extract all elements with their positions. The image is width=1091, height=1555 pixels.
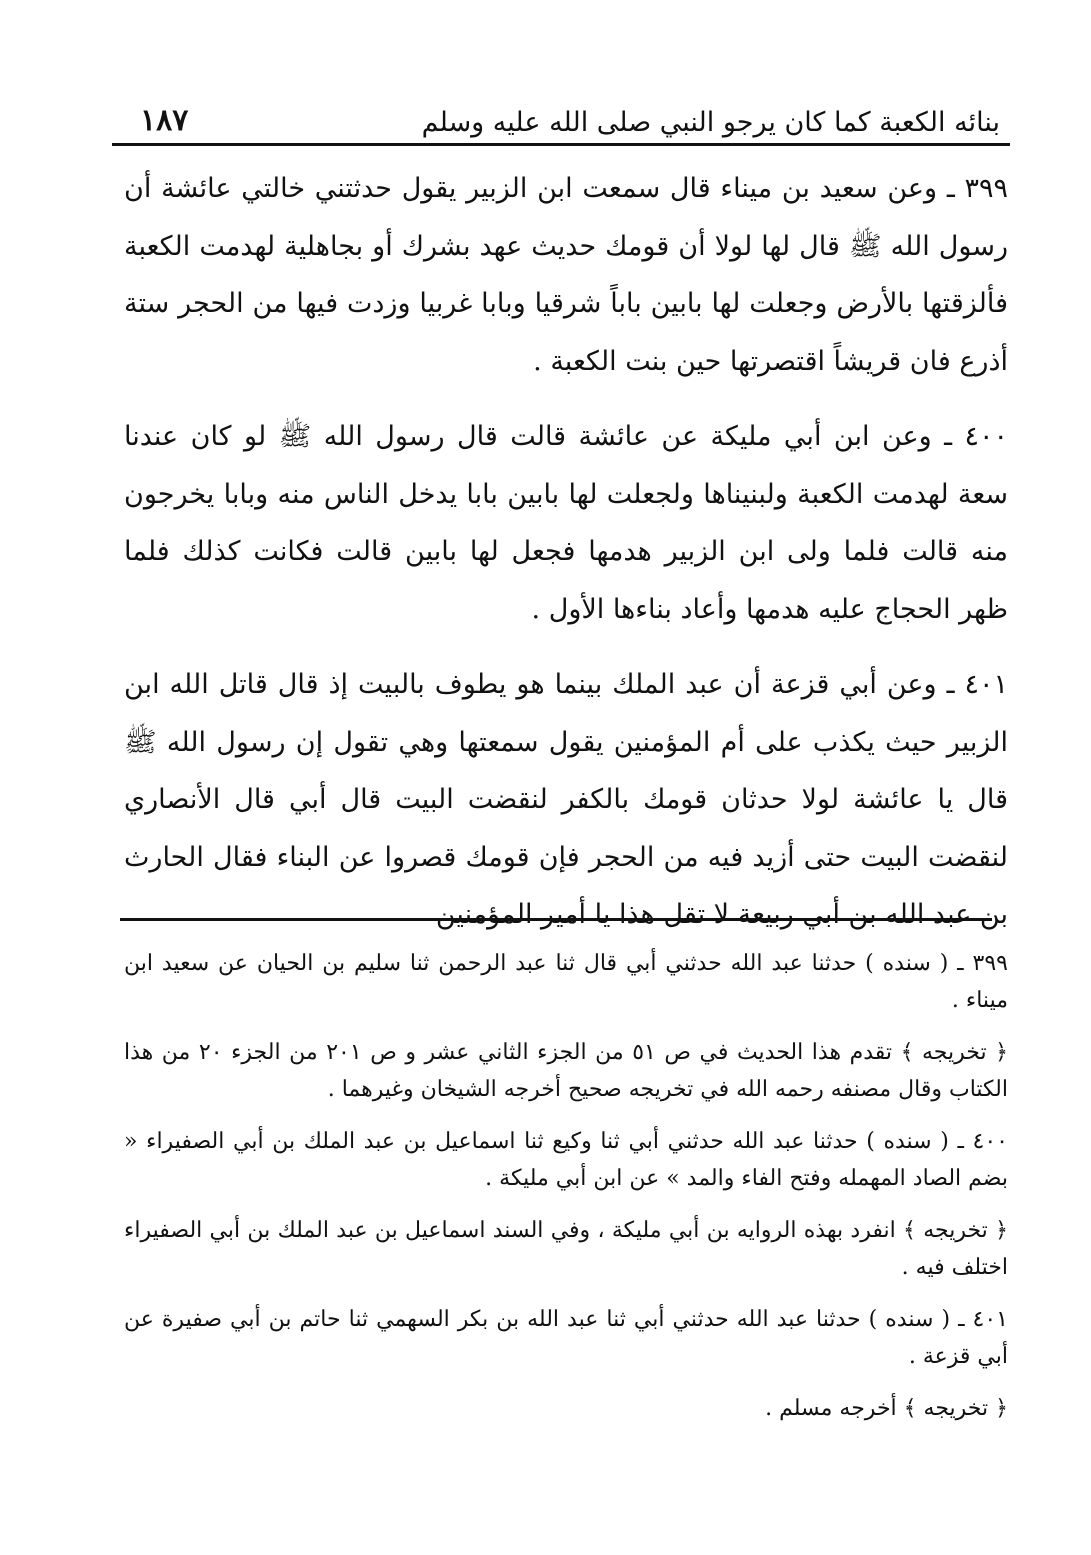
- footnote-399-takhrij: ﴿ تخريجه ﴾ تقدم هذا الحديث في ص ٥١ من الجزء الثاني عشر و ص ٢٠١ من الجزء ٢٠ من هذا الكتاب وقال مصنفه رحمه الله في تخريجه صحيح أخرجه الشيخان وغيرهما .: [124, 1040, 1009, 1102]
- hadith-400: ٤٠٠ ـ وعن ابن أبي مليكة عن عائشة قالت قال رسول الله ﷺ لو كان عندنا سعة لهدمت الكعبة ولبنيناها ولجعلت لها بابين بابا يدخل الناس منه وبابا يخرجون منه قالت فلما ولى ابن الزبير هدمها فجعل لها بابين قالت فكانت كذلك فلما ظهر الحجاج عليه هدمها وأعاد بناءها الأول .: [124, 421, 1008, 625]
- footnote-400-sanad: ٤٠٠ ـ ( سنده ) حدثنا عبد الله حدثني أبي ثنا وكيع ثنا اسماعيل بن عبد الملك بن أبي الصفيراء « بضم الصاد المهمله وفتح الفاء والمد » عن ابن أبي مليكة .: [124, 1129, 1008, 1191]
- hadith-401: ٤٠١ ـ وعن أبي قزعة أن عبد الملك بينما هو يطوف بالبيت إذ قال قاتل الله ابن الزبير حيث يكذب على أم المؤمنين يقول سمعتها وهي تقول إن رسول الله ﷺ قال يا عائشة لولا حدثان قومك بالكفر لنقضت البيت قال أبي قال الأنصاري لنقضت البيت حتى أزيد فيه من الحجر فإن قومك قصروا عن البناء فقال الحارث بن عبد الله بن أبي ربيعة لا تقل هذا يا أمير المؤمنين: [124, 669, 1008, 930]
- footnote-401-sanad: ٤٠١ ـ ( سنده ) حدثنا عبد الله حدثني أبي ثنا عبد الله بن بكر السهمي ثنا حاتم بن أبي صفيرة عن أبي قزعة .: [124, 1307, 1008, 1369]
- footnote-401-takhrij: ﴿ تخريجه ﴾ أخرجه مسلم .: [765, 1396, 1008, 1421]
- footnote-rule: [120, 918, 992, 921]
- footnotes: [124, 945, 1008, 1442]
- footnote-399-sanad: ٣٩٩ ـ ( سنده ) حدثنا عبد الله حدثني أبي قال ثنا عبد الرحمن ثنا سليم بن الحيان عن سعيد ابن ميناء .: [124, 951, 1008, 1013]
- header-rule: [112, 143, 1010, 146]
- main-text: [124, 160, 1008, 962]
- footnote-400-takhrij: ﴿ تخريجه ﴾ انفرد بهذه الروايه بن أبي مليكة ، وفي السند اسماعيل بن عبد الملك بن أبي الصفيراء اختلف فيه .: [124, 1218, 1008, 1280]
- hadith-399: ٣٩٩ ـ وعن سعيد بن ميناء قال سمعت ابن الزبير يقول حدثتني خالتي عائشة أن رسول الله ﷺ قال لها لولا أن قومك حديث عهد بشرك أو بجاهلية لهدمت الكعبة فألزقتها بالأرض وجعلت لها بابين باباً شرقيا وبابا غربيا وزدت فيها من الحجر ستة أذرع فان قريشاً اقتصرتها حين بنت الكعبة .: [124, 173, 1008, 377]
- running-title: بنائه الكعبة كما كان يرجو النبي صلى الله عليه وسلم: [421, 107, 1000, 138]
- page-header: [110, 86, 1010, 138]
- page-number: ١٨٧: [140, 103, 189, 138]
